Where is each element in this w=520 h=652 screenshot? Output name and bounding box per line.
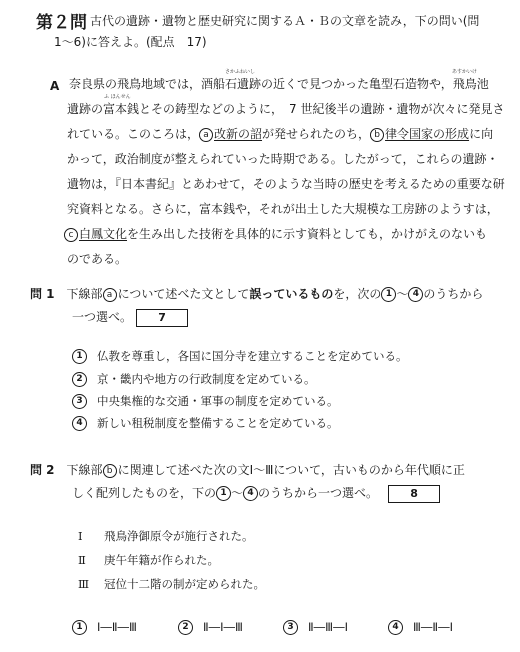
q2-choice[interactable]: 2 Ⅱ―Ⅰ―Ⅲ: [178, 620, 243, 635]
q2-statement: Ⅱ 庚午年籍が作られた。: [78, 553, 219, 567]
q1-option[interactable]: 1 仏教を尊重し，各国に国分寺を建立することを定めている。: [72, 348, 408, 364]
passage-line: れている。このころは， a 改新の詔が発せられたのち， b 律令国家の形成に向: [67, 127, 494, 141]
passage-line: かって，政治制度が整えられていった時期である。したがって，これらの遺跡・: [67, 152, 499, 166]
q2-choice[interactable]: 4 Ⅲ―Ⅱ―Ⅰ: [388, 620, 453, 635]
answer-box-7: 7: [136, 309, 188, 327]
underline-marker-b: b: [370, 128, 384, 142]
q2-choice[interactable]: 3 Ⅱ―Ⅲ―Ⅰ: [283, 620, 348, 635]
passage-letter: A: [50, 79, 60, 93]
option-number: 1: [72, 349, 87, 364]
underline-b: 律令国家の形成: [385, 127, 470, 141]
answer-box-8: 8: [388, 485, 440, 503]
underline-c: 白鳳文化: [79, 227, 128, 241]
q1-option[interactable]: 2 京・畿内や地方の行政制度を定めている。: [72, 371, 316, 387]
q2-choice[interactable]: 1 Ⅰ―Ⅱ―Ⅲ: [72, 620, 137, 635]
question-2-label: 問 2: [30, 463, 55, 477]
section-title: 第２問: [36, 13, 87, 33]
option-number: 3: [283, 620, 298, 635]
ruby-asukaike: あすかいけ: [452, 69, 478, 75]
passage-line: 究資料となる。さらに，富本銭や，それが出土した大規模な工房跡のようすは，: [67, 202, 499, 216]
passage-line: 遺物は，『日本書紀』とあわせて，そのような当時の歴史を考えるための重要な研: [67, 177, 505, 191]
q2-statement: Ⅰ 飛鳥浄御原令が施行された。: [78, 529, 254, 543]
underline-marker-c: c: [64, 228, 78, 242]
passage-line: 奈良県の飛鳥地域では，酒船石遺跡の近くで見つかった亀型石造物や，飛鳥池: [69, 77, 489, 91]
question-2-line2: しく配列したものを，下の 1 〜 4 のうちから一つ選べ。 8: [72, 481, 440, 506]
q1-option[interactable]: 4 新しい租税制度を整備することを定めている。: [72, 415, 339, 431]
question-2: 問 2 下線部 b に関連して述べた次の文Ⅰ〜Ⅲについて，古いものから年代順に正: [30, 463, 465, 477]
option-number: 2: [72, 372, 87, 387]
question-1-label: 問 1: [30, 287, 55, 301]
ruby-sakafuneishi: さかふねいし: [225, 69, 256, 75]
passage-line: c 白鳳文化を生み出した技術を具体的に示す資料としても，かけがえのないも: [64, 222, 487, 247]
question-1-line2: 一つ選べ。 7: [72, 305, 188, 330]
ruby-fuhonsen: ふ ほんせん: [104, 94, 131, 100]
option-number: 1: [72, 620, 87, 635]
section-intro-line1: 古代の遺跡・遺物と歴史研究に関するＡ・Ｂの文章を読み，下の問い(問: [90, 14, 480, 28]
q2-statement: Ⅲ 冠位十二階の制が定められた。: [78, 577, 265, 591]
question-1: 問 1 下線部 a について述べた文として誤っているものを，次の 1 〜 4 のうちから: [30, 287, 484, 301]
passage-line: のである。: [67, 252, 128, 266]
option-number: 4: [72, 416, 87, 431]
option-number: 2: [178, 620, 193, 635]
underline-marker-a: a: [199, 128, 213, 142]
underline-a: 改新の詔: [214, 127, 263, 141]
section-intro-line2: 1〜6)に答えよ。(配点 17): [54, 35, 207, 49]
passage-line: 遺跡の富本銭とその鋳型などのように， 7 世紀後半の遺跡・遺物が次々に発見さ: [67, 102, 505, 116]
q1-option[interactable]: 3 中央集権的な交通・軍事の制度を定めている。: [72, 393, 339, 409]
option-number: 4: [388, 620, 403, 635]
option-number: 3: [72, 394, 87, 409]
